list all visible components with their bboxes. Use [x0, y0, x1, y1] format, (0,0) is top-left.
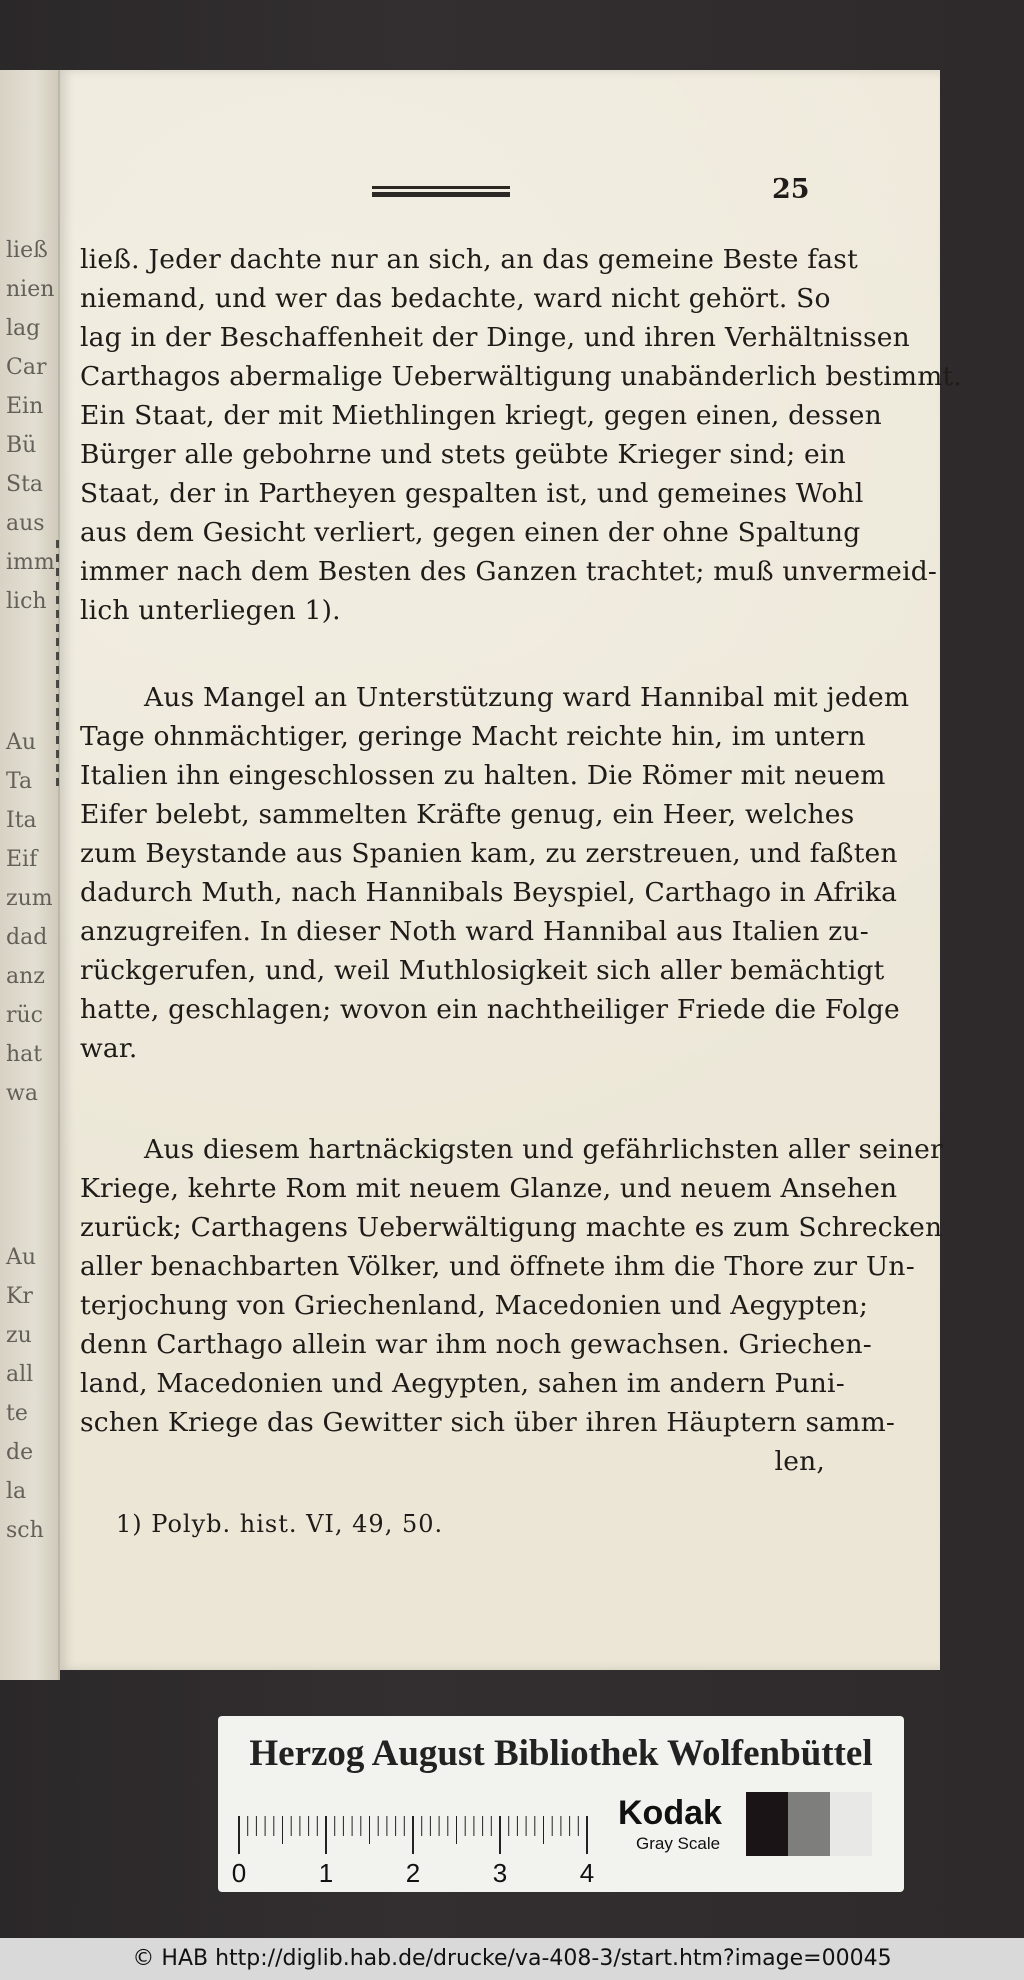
previous-page-fragment: Ita [6, 808, 37, 833]
previous-page-fragment: Eif [6, 847, 38, 872]
text-line: len, [774, 1446, 825, 1477]
header-rule [372, 186, 510, 197]
previous-page-fragment: Ta [6, 769, 33, 794]
gray-patch-mid [788, 1792, 830, 1856]
previous-page-fragment: la [6, 1479, 27, 1504]
footnote: 1) Polyb. hist. VI, 49, 50. [116, 1510, 444, 1538]
text-line: lag in der Beschaffenheit der Dinge, und ihren Verhältnissen [80, 322, 910, 353]
text-line: Kriege, kehrte Rom mit neuem Glanze, und neuem Ansehen [80, 1173, 898, 1204]
previous-page-fragment: nien [6, 277, 55, 302]
previous-page-fragment: Au [6, 730, 37, 755]
text-line: Aus diesem hartnäckigsten und gefährlichsten aller seiner [144, 1134, 943, 1165]
previous-page-fragment: zum [6, 886, 53, 911]
previous-page-fragment: ließ [6, 238, 48, 263]
text-line: lich unterliegen 1). [80, 595, 341, 626]
previous-page-fragment: sch [6, 1518, 44, 1543]
text-line: war. [80, 1033, 138, 1064]
library-name: Herzog August Bibliothek Wolfenbüttel [249, 1733, 873, 1774]
color-calibration-card [218, 1716, 904, 1892]
previous-page-fragment: Ein [6, 394, 44, 419]
text-line: dadurch Muth, nach Hannibals Beyspiel, Carthago in Afrika [80, 877, 898, 908]
text-line: terjochung von Griechenland, Macedonien und Aegypten; [80, 1290, 869, 1321]
text-line: aller benachbarten Völker, und öffnete ihm die Thore zur Un- [80, 1251, 915, 1282]
previous-page-fragment: wa [6, 1081, 38, 1106]
text-line: Staat, der in Partheyen gespalten ist, und gemeines Wohl [80, 478, 864, 509]
text-line: Bürger alle gebohrne und stets geübte Krieger sind; ein [80, 439, 846, 470]
text-line: Tage ohnmächtiger, geringe Macht reichte hin, im untern [80, 721, 866, 752]
previous-page-fragment: Kr [6, 1284, 33, 1309]
ruler-number: 1 [318, 1858, 334, 1888]
paragraph-2 [80, 678, 910, 1068]
text-line: hatte, geschlagen; wovon ein nachtheiliger Friede die Folge [80, 994, 900, 1025]
citation-bar: © HAB http://diglib.hab.de/drucke/va-408-3/start.htm?image=00045 [0, 1938, 1024, 1980]
gray-patch-white [830, 1792, 872, 1856]
page-number: 25 [772, 174, 810, 205]
previous-page-fragment: Au [6, 1245, 37, 1270]
ruler-number: 2 [405, 1858, 421, 1888]
previous-page-edge [0, 70, 60, 1680]
text-line: Eifer belebt, sammelten Kräfte genug, ein Heer, welches [80, 799, 855, 830]
book-page [60, 70, 963, 1670]
text-line: Ein Staat, der mit Miethlingen kriegt, gegen einen, dessen [80, 400, 882, 431]
text-line: niemand, und wer das bedachte, ward nicht gehört. So [80, 283, 831, 314]
previous-page-fragment: te [6, 1401, 28, 1426]
text-line: Aus Mangel an Unterstützung ward Hannibal mit jedem [144, 682, 910, 713]
scale-ruler [231, 1796, 636, 1888]
ruler-number: 0 [231, 1858, 247, 1888]
previous-page-fragment: aus [6, 511, 45, 536]
binding-thread [56, 540, 59, 790]
text-line: anzugreifen. In dieser Noth ward Hannibal aus Italien zu- [80, 916, 869, 947]
previous-page-fragment: zu [6, 1323, 32, 1348]
text-line: schen Kriege das Gewitter sich über ihren Häuptern samm- [80, 1407, 896, 1438]
text-line: ließ. Jeder dachte nur an sich, an das gemeine Beste fast [80, 244, 858, 275]
ruler-number: 4 [579, 1858, 595, 1888]
text-line: aus dem Gesicht verliert, gegen einen der ohne Spaltung [80, 517, 861, 548]
previous-page-fragment: lag [6, 316, 41, 341]
previous-page-fragment: Sta [6, 472, 44, 497]
text-line: immer nach dem Besten des Ganzen trachtet; muß unvermeid- [80, 556, 938, 587]
kodak-logo: Kodak [618, 1794, 722, 1832]
paragraph-1 [80, 240, 963, 630]
text-line: zum Beystande aus Spanien kam, zu zerstreuen, und faßten [80, 838, 898, 869]
text-line: Carthagos abermalige Ueberwältigung unabänderlich bestimmt. [80, 361, 963, 392]
previous-page-fragment: de [6, 1440, 34, 1465]
text-line: rückgerufen, und, weil Muthlosigkeit sich aller bemächtigt [80, 955, 885, 986]
previous-page-fragment: hat [6, 1042, 43, 1067]
gray-scale-label: Gray Scale [636, 1834, 721, 1853]
previous-page-fragment: anz [6, 964, 45, 989]
text-line: denn Carthago allein war ihm noch gewachsen. Griechen- [80, 1329, 872, 1360]
previous-page-fragment: all [6, 1362, 34, 1387]
text-line: Italien ihn eingeschlossen zu halten. Die Römer mit neuem [80, 760, 886, 791]
gray-patch-black [746, 1792, 788, 1856]
previous-page-fragment: Bü [6, 433, 37, 458]
previous-page-fragment: lich [6, 589, 47, 614]
previous-page-fragment: rüc [6, 1003, 44, 1028]
ruler-number: 3 [492, 1858, 508, 1888]
previous-page-fragment: imm [6, 550, 55, 575]
paragraph-3 [80, 1130, 943, 1481]
previous-page-fragment: Car [6, 355, 47, 380]
text-line: zurück; Carthagens Ueberwältigung machte es zum Schrecken [80, 1212, 943, 1243]
previous-page-fragment: dad [6, 925, 48, 950]
text-line: land, Macedonien und Aegypten, sahen im andern Puni- [80, 1368, 845, 1399]
